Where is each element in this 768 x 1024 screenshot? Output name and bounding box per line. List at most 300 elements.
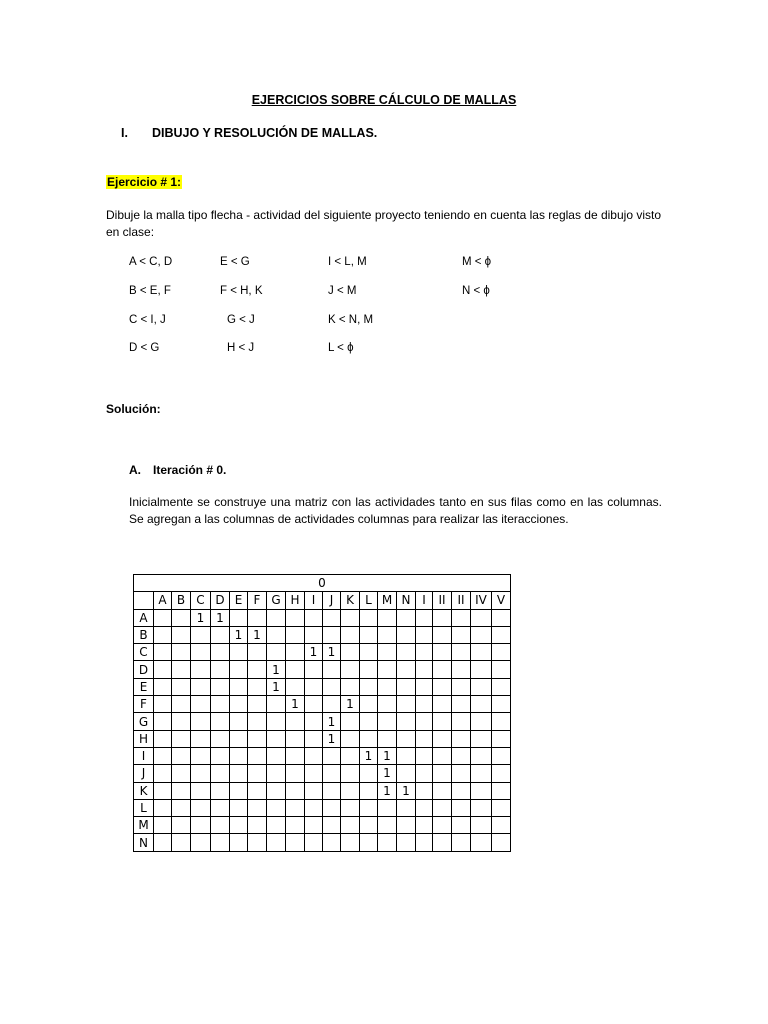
matrix-cell (323, 609, 341, 626)
matrix-cell (230, 713, 248, 730)
matrix-cell (433, 678, 452, 695)
matrix-cell (471, 817, 492, 834)
matrix-cell (341, 765, 360, 782)
matrix-row-header: L (134, 799, 154, 816)
matrix-cell (452, 644, 471, 661)
matrix-column-header: A (154, 592, 172, 609)
matrix-cell (416, 678, 433, 695)
matrix-row-header: C (134, 644, 154, 661)
matrix-cell (230, 834, 248, 851)
instructions-text: Dibuje la malla tipo flecha - actividad del siguiente proyecto teniendo en cuenta las reglas de dibujo visto en clase: (106, 208, 662, 239)
exercise-label: Ejercicio # 1: (107, 175, 182, 189)
matrix-cell (267, 696, 286, 713)
matrix-cell (492, 678, 511, 695)
matrix-cell (230, 609, 248, 626)
matrix-cell (492, 834, 511, 851)
matrix-row-header: E (134, 678, 154, 695)
matrix-cell (211, 747, 230, 764)
matrix-cell (267, 747, 286, 764)
document-title: EJERCICIOS SOBRE CÁLCULO DE MALLAS (251, 93, 517, 107)
matrix-cell (211, 678, 230, 695)
matrix-cell (492, 799, 511, 816)
matrix-cell (172, 799, 191, 816)
matrix-cell (452, 713, 471, 730)
matrix-row (134, 644, 511, 661)
matrix-cell (433, 834, 452, 851)
matrix-cell (154, 834, 172, 851)
matrix-cell (360, 678, 378, 695)
matrix-cell (341, 799, 360, 816)
matrix-cell (471, 799, 492, 816)
matrix-caption-row (134, 575, 511, 592)
matrix-cell: 1 (286, 696, 305, 713)
matrix-cell (191, 713, 211, 730)
matrix-cell (154, 747, 172, 764)
matrix-cell: 1 (230, 626, 248, 643)
matrix-cell (154, 626, 172, 643)
precedence-item: C < I, J (129, 314, 166, 326)
matrix-cell (323, 747, 341, 764)
matrix-cell (172, 644, 191, 661)
matrix-cell (286, 678, 305, 695)
precedence-item: F < H, K (220, 285, 263, 297)
matrix-cell (397, 747, 416, 764)
matrix-caption: 0 (134, 575, 511, 592)
matrix-cell (323, 817, 341, 834)
matrix-cell (191, 834, 211, 851)
matrix-cell (397, 713, 416, 730)
matrix-column-header: F (248, 592, 267, 609)
precedence-item: K < N, M (328, 314, 374, 326)
matrix-cell (452, 765, 471, 782)
matrix-cell: 1 (378, 747, 397, 764)
matrix-cell (172, 609, 191, 626)
iteration-heading (129, 463, 226, 477)
matrix-column-header: I (416, 592, 433, 609)
matrix-cell (172, 834, 191, 851)
matrix-cell (433, 817, 452, 834)
matrix-cell (172, 730, 191, 747)
matrix-cell (492, 713, 511, 730)
matrix-cell (416, 609, 433, 626)
matrix-cell (323, 626, 341, 643)
matrix-cell (341, 747, 360, 764)
matrix-cell: 1 (397, 782, 416, 799)
matrix-cell (248, 817, 267, 834)
matrix-cell (397, 834, 416, 851)
matrix-cell (211, 834, 230, 851)
matrix-cell (154, 782, 172, 799)
matrix-cell (492, 644, 511, 661)
matrix-row-header: D (134, 661, 154, 678)
matrix-cell (154, 678, 172, 695)
matrix-cell (378, 661, 397, 678)
matrix-cell (341, 782, 360, 799)
matrix-cell (452, 782, 471, 799)
matrix-cell (286, 644, 305, 661)
matrix-cell (341, 626, 360, 643)
matrix-cell (267, 626, 286, 643)
matrix-cell (191, 696, 211, 713)
matrix-cell (248, 713, 267, 730)
matrix-cell (286, 765, 305, 782)
matrix-cell (267, 609, 286, 626)
matrix-cell (471, 626, 492, 643)
matrix-row (134, 765, 511, 782)
matrix-cell (416, 799, 433, 816)
matrix-cell (360, 696, 378, 713)
precedence-item: L < ϕ (328, 342, 354, 354)
matrix-cell (360, 782, 378, 799)
matrix-cell (267, 799, 286, 816)
matrix-cell (433, 609, 452, 626)
matrix-cell (211, 696, 230, 713)
matrix-cell (452, 696, 471, 713)
iteration-text: Inicialmente se construye una matriz con las actividades tanto en sus filas como en las columnas. Se agregan a las columnas de actividades columnas para realizar las iteracciones. (129, 495, 662, 526)
matrix-cell (154, 799, 172, 816)
matrix-row-header: A (134, 609, 154, 626)
matrix-cell (397, 678, 416, 695)
matrix-cell (154, 609, 172, 626)
matrix-cell (492, 782, 511, 799)
matrix-cell (492, 661, 511, 678)
matrix-cell (471, 782, 492, 799)
matrix-cell (230, 678, 248, 695)
matrix-cell (416, 765, 433, 782)
matrix-cell (154, 730, 172, 747)
matrix-cell (248, 644, 267, 661)
matrix-cell (211, 713, 230, 730)
matrix-column-header: B (172, 592, 191, 609)
matrix-cell (154, 713, 172, 730)
matrix-cell (211, 765, 230, 782)
matrix-cell: 1 (323, 644, 341, 661)
matrix-row (134, 782, 511, 799)
matrix-cell (433, 782, 452, 799)
matrix-column-header: II (433, 592, 452, 609)
precedence-item: D < G (129, 342, 160, 354)
matrix-cell (452, 626, 471, 643)
matrix-cell (433, 626, 452, 643)
matrix-cell (360, 799, 378, 816)
matrix-cell (267, 817, 286, 834)
precedence-item: G < J (227, 314, 255, 326)
matrix-row-header: B (134, 626, 154, 643)
matrix-cell (378, 730, 397, 747)
matrix-cell (416, 661, 433, 678)
adjacency-matrix (133, 574, 511, 852)
matrix-cell (211, 661, 230, 678)
matrix-cell (471, 713, 492, 730)
matrix-row (134, 713, 511, 730)
matrix-cell (471, 747, 492, 764)
matrix-cell (305, 765, 323, 782)
matrix-cell (172, 713, 191, 730)
matrix-cell (305, 678, 323, 695)
matrix-cell (378, 609, 397, 626)
matrix-cell (378, 817, 397, 834)
matrix-cell (397, 609, 416, 626)
matrix-column-header: N (397, 592, 416, 609)
precedence-item: M < ϕ (462, 256, 492, 268)
matrix-cell (397, 817, 416, 834)
matrix-cell (248, 661, 267, 678)
matrix-cell (248, 730, 267, 747)
matrix-cell (248, 765, 267, 782)
matrix-row (134, 626, 511, 643)
matrix-cell (397, 799, 416, 816)
matrix-cell (416, 834, 433, 851)
matrix-row-header: H (134, 730, 154, 747)
matrix-cell (341, 817, 360, 834)
matrix-cell (341, 713, 360, 730)
matrix-cell (416, 696, 433, 713)
matrix-cell: 1 (323, 730, 341, 747)
matrix-cell (471, 834, 492, 851)
matrix-cell (378, 644, 397, 661)
matrix-cell (172, 696, 191, 713)
matrix-cell (305, 747, 323, 764)
precedence-item: A < C, D (129, 256, 173, 268)
matrix-cell (286, 799, 305, 816)
matrix-cell (433, 799, 452, 816)
matrix-row (134, 834, 511, 851)
matrix-cell (492, 696, 511, 713)
matrix-row-header: I (134, 747, 154, 764)
matrix-cell (191, 747, 211, 764)
matrix-column-header: M (378, 592, 397, 609)
matrix-cell (323, 678, 341, 695)
matrix-cell (492, 747, 511, 764)
solution-label: Solución: (106, 402, 161, 416)
matrix-row-header: G (134, 713, 154, 730)
matrix-cell: 1 (248, 626, 267, 643)
matrix-cell (471, 678, 492, 695)
matrix-cell (305, 817, 323, 834)
matrix-cell (191, 765, 211, 782)
matrix-cell (286, 817, 305, 834)
matrix-cell (433, 730, 452, 747)
matrix-cell (378, 678, 397, 695)
matrix-cell (416, 747, 433, 764)
matrix-cell (433, 644, 452, 661)
precedence-item: N < ϕ (462, 285, 490, 297)
matrix-cell (416, 730, 433, 747)
matrix-column-header: G (267, 592, 286, 609)
matrix-cell (230, 644, 248, 661)
matrix-cell (323, 782, 341, 799)
matrix-cell: 1 (305, 644, 323, 661)
matrix-cell (191, 799, 211, 816)
matrix-column-header: E (230, 592, 248, 609)
matrix-cell (248, 747, 267, 764)
matrix-cell (172, 678, 191, 695)
matrix-cell (416, 817, 433, 834)
matrix-cell (378, 834, 397, 851)
matrix-column-header: J (323, 592, 341, 609)
matrix-row (134, 609, 511, 626)
matrix-cell (452, 834, 471, 851)
matrix-cell (323, 661, 341, 678)
matrix-cell (397, 765, 416, 782)
matrix-cell (360, 834, 378, 851)
matrix-cell (248, 834, 267, 851)
matrix-cell (305, 661, 323, 678)
matrix-cell (397, 696, 416, 713)
matrix-cell: 1 (378, 782, 397, 799)
matrix-cell (397, 626, 416, 643)
matrix-cell (267, 730, 286, 747)
matrix-column-header: H (286, 592, 305, 609)
precedence-item: J < M (328, 285, 357, 297)
matrix-cell (341, 834, 360, 851)
matrix-cell (471, 661, 492, 678)
matrix-cell (305, 834, 323, 851)
matrix-cell (286, 661, 305, 678)
matrix-cell (248, 609, 267, 626)
section-heading (121, 126, 377, 140)
matrix-cell (211, 626, 230, 643)
matrix-cell (211, 730, 230, 747)
matrix-cell (452, 609, 471, 626)
matrix-cell (248, 678, 267, 695)
matrix-cell (323, 834, 341, 851)
matrix-cell (267, 644, 286, 661)
matrix-cell (286, 730, 305, 747)
matrix-row-header: N (134, 834, 154, 851)
matrix-cell (397, 730, 416, 747)
matrix-cell (248, 782, 267, 799)
matrix-cell (172, 626, 191, 643)
matrix-cell (154, 765, 172, 782)
matrix-cell (191, 817, 211, 834)
matrix-cell (416, 782, 433, 799)
matrix-cell (492, 730, 511, 747)
matrix-cell (267, 782, 286, 799)
matrix-cell (172, 817, 191, 834)
matrix-cell (378, 799, 397, 816)
matrix-cell (230, 782, 248, 799)
matrix-cell (452, 730, 471, 747)
matrix-cell (360, 817, 378, 834)
matrix-cell (154, 817, 172, 834)
matrix-cell (341, 609, 360, 626)
matrix-cell (305, 696, 323, 713)
matrix-cell (360, 661, 378, 678)
matrix-cell (492, 626, 511, 643)
precedence-item: I < L, M (328, 256, 367, 268)
matrix-cell (154, 696, 172, 713)
matrix-column-header: C (191, 592, 211, 609)
matrix-cell (433, 696, 452, 713)
matrix-cell (323, 696, 341, 713)
matrix-cell: 1 (378, 765, 397, 782)
matrix-header-row (134, 592, 511, 609)
matrix-row (134, 747, 511, 764)
matrix-corner-cell (134, 592, 154, 609)
matrix-cell (230, 730, 248, 747)
matrix-cell (360, 626, 378, 643)
matrix-cell (230, 765, 248, 782)
matrix-cell (323, 799, 341, 816)
matrix-cell (433, 713, 452, 730)
matrix-cell (378, 713, 397, 730)
iteration-letter: A. (129, 463, 141, 477)
matrix-cell (172, 765, 191, 782)
matrix-cell (191, 678, 211, 695)
matrix-cell (191, 626, 211, 643)
matrix-cell (378, 696, 397, 713)
matrix-cell: 1 (323, 713, 341, 730)
matrix-cell (230, 696, 248, 713)
matrix-cell (416, 644, 433, 661)
matrix-cell (341, 644, 360, 661)
matrix-column-header: V (492, 592, 511, 609)
matrix-cell (211, 782, 230, 799)
matrix-cell: 1 (341, 696, 360, 713)
matrix-cell: 1 (211, 609, 230, 626)
matrix-cell (267, 834, 286, 851)
precedence-item: E < G (220, 256, 250, 268)
matrix-row (134, 817, 511, 834)
matrix-cell (154, 661, 172, 678)
matrix-cell (341, 730, 360, 747)
matrix-cell (191, 782, 211, 799)
matrix-column-header: IV (471, 592, 492, 609)
matrix-cell (286, 713, 305, 730)
matrix-cell (360, 609, 378, 626)
matrix-column-header: D (211, 592, 230, 609)
matrix-cell (397, 644, 416, 661)
matrix-cell (267, 765, 286, 782)
matrix-row (134, 696, 511, 713)
matrix-cell (416, 713, 433, 730)
matrix-cell: 1 (267, 661, 286, 678)
matrix-cell (286, 626, 305, 643)
matrix-column-header: II (452, 592, 471, 609)
matrix-cell (360, 713, 378, 730)
matrix-column-header: K (341, 592, 360, 609)
matrix-cell (471, 696, 492, 713)
matrix-cell (341, 678, 360, 695)
matrix-cell (471, 644, 492, 661)
matrix-cell (286, 747, 305, 764)
matrix-row-header: K (134, 782, 154, 799)
matrix-cell (452, 747, 471, 764)
matrix-cell (172, 747, 191, 764)
matrix-cell (471, 609, 492, 626)
matrix-cell (305, 713, 323, 730)
matrix-cell (492, 765, 511, 782)
matrix-cell (341, 661, 360, 678)
matrix-cell (416, 626, 433, 643)
matrix-cell (286, 782, 305, 799)
matrix-row-header: J (134, 765, 154, 782)
matrix-cell (360, 765, 378, 782)
matrix-cell (267, 713, 286, 730)
matrix-cell (230, 747, 248, 764)
matrix-cell (211, 799, 230, 816)
matrix-row-header: M (134, 817, 154, 834)
matrix-cell (305, 609, 323, 626)
matrix-cell (452, 678, 471, 695)
matrix-cell (305, 799, 323, 816)
matrix-cell (452, 817, 471, 834)
matrix-cell (452, 799, 471, 816)
matrix-cell (305, 782, 323, 799)
matrix-column-header: L (360, 592, 378, 609)
matrix-cell (397, 661, 416, 678)
